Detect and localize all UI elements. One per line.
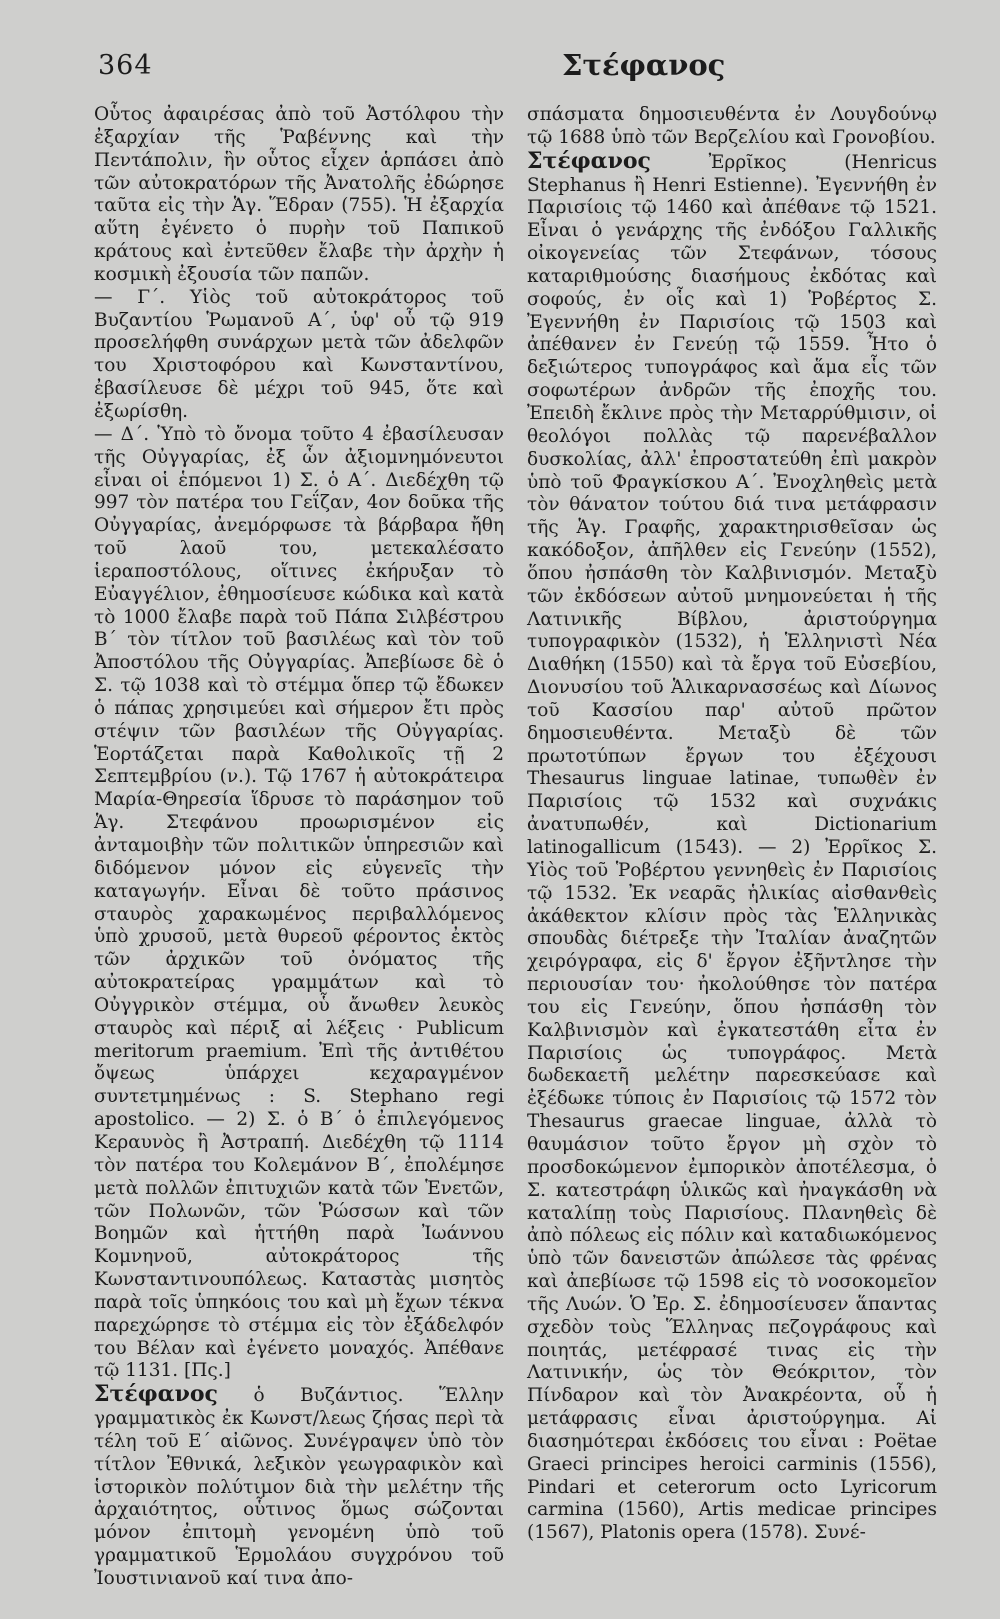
paragraph-continuation: σπάσματα δημοσιευθέντα ἐν Λουγδούνῳ τῷ 1688 ὑπὸ τῶν Βερζελίου καὶ Γρονοβίου. bbox=[527, 104, 937, 148]
paragraph-stephen-iii: — Γ΄. Υἱὸς τοῦ αὐτοκράτορος τοῦ Βυζαντίου Ῥωμανοῦ Α΄, ὑφ' οὗ τῷ 919 προσελήφθη συνάρχων μετὰ τῶν ἀδελφῶν του Χριστοφόρου καὶ Κωνσταντίνου, ἐβασίλευσε δὲ μέχρι τοῦ 945, ὅτε καὶ ἐξωρίσθη. bbox=[94, 286, 504, 422]
entry-lemma: Στέφανος bbox=[94, 1381, 218, 1408]
entry-text: ὁ Βυζάντιος. Ἕλλην γραμματικὸς ἐκ Κωνστ/λεως ζήσας περὶ τὰ τέλη τοῦ Ε΄ αἰῶνος. Συνέγραψεν ὑπὸ τὸν τίτλον Ἐθνικά, λεξικὸν γεωγραφικὸν καὶ ἱστορικὸν πολύτιμον διὰ τὴν μελέτην τῆς ἀρχαιότητος, οὗτινος ὅμως σώζονται μόνον ἐπιτομὴ γενομένη ὑπὸ τοῦ γραμματικοῦ Ἑρμολάου συγχρόνου τοῦ Ἰουστινιανοῦ καί τινα ἀπο- bbox=[94, 1385, 505, 1589]
page-number: 364 bbox=[98, 50, 153, 81]
left-column bbox=[94, 104, 504, 1591]
paragraph-stephen-byzantius bbox=[94, 1383, 504, 1591]
entry-text: Ἐρρῖκος (Henricus Stephanus ἢ Henri Estienne). Ἐγεννήθη ἐν Παρισίοις τῷ 1460 καὶ ἀπέθανε τῷ 1521. Εἶναι ὁ γενάρχης τῆς ἐνδόξου Γαλλικῆς οἰκογενείας τῶν Στεφάνων, τόσους καταριθμούσης διασήμους ἐκδότας καὶ σοφούς, ἐν οἷς καὶ 1) Ῥοβέρτος Σ. Ἐγεννήθη ἐν Παρισίοις τῷ 1503 καὶ ἀπέθανεν ἐν Γενεύῃ τῷ 1559. Ἦτο ὁ δεξιώτερος τυπογράφος καὶ ἅμα εἷς τῶν σοφωτέρων ἀνδρῶν τῆς ἐποχῆς του. Ἐπειδὴ ἔκλινε πρὸς τὴν Μεταρρύθμισιν, οἱ θεολόγοι πολλὰς τῷ παρενέβαλλον δυσκολίας, ἀλλ' ἐπροστατεύθη ἐπὶ μακρὸν ὑπὸ τοῦ Φραγκίσκου Α΄. Ἐνοχληθεὶς μετὰ τὸν θάνατον τούτου διά τινα μετάφρασιν τῆς Ἁγ. Γραφῆς, χαρακτηρισθεῖσαν ὡς κακόδοξον, ἀπῆλθεν εἰς Γενεύην (1552), ὅπου ἠσπάσθη τὸν Καλβινισμόν. Μεταξὺ τῶν ἐκδόσεων αὐτοῦ μνημονεύεται ἡ τῆς Λατινικῆς Βίβλου, ἀριστούργημα τυπογραφικὸν (1532), ἡ Ἑλληνιστὶ Νέα Διαθήκη (1550) καὶ τὰ ἔργα τοῦ Εὐσεβίου, Διονυσίου τοῦ Ἁλικαρνασσέως καὶ Δίωνος τοῦ Κασσίου παρ' αὐτοῦ πρῶτον δημοσιευθέντα. Μεταξὺ δὲ τῶν πρωτοτύπων ἔργων του ἐξέχουσι Thesaurus linguae latinae, τυπωθὲν ἐν Παρισίοις τῷ 1532 καὶ συχνάκις ἀνατυπωθέν, καὶ Dictionarium latinogallicum (1543). — 2) Ἐρρῖκος Σ. Υἱὸς τοῦ Ῥοβέρτου γεννηθεὶς ἐν Παρισίοις τῷ 1532. Ἐκ νεαρᾶς ἡλικίας αἰσθανθεὶς ἀκάθεκτον κλίσιν πρὸς τὰς Ἑλληνικὰς σπουδὰς διέτρεξε τὴν Ἰταλίαν ἀναζητῶν χειρόγραφα, εἰς δ' ἔργον ἐξῆντλησε τὴν περιουσίαν του· ἠκολούθησε τὸν πατέρα του εἰς Γενεύην, ὅπου ἠσπάσθη τὸν Καλβινισμὸν καὶ ἐγκατεστάθη εἶτα ἐν Παρισίοις ὡς τυπογράφος. Μετὰ δωδεκαετῆ μελέτην παρεσκεύασε καὶ ἐξέδωκε τύποις ἐν Παρισίοις τῷ 1572 τὸν Thesaurus graecae linguae, ἀλλὰ τὸ θαυμάσιον τοῦτο ἔργον μὴ σχὸν τὸ προσδοκώμενον ἐμπορικὸν ἀποτέλεσμα, ὁ Σ. κατεστράφη ὑλικῶς καὶ ἠναγκάσθη νὰ καταλίπῃ τοὺς Παρισίους. Πλανηθεὶς δὲ ἀπὸ πόλεως εἰς πόλιν καὶ καταδιωκόμενος ὑπὸ τῶν δανειστῶν ἀπώλεσε τὰς φρένας καὶ ἀπεβίωσε τῷ 1598 εἰς τὸ νοσοκομεῖον τῆς Λυών. Ὁ Ἐρ. Σ. ἐδημοσίευσεν ἅπαντας σχεδὸν τοὺς Ἕλληνας πεζογράφους καὶ ποιητάς, μετέφρασέ τινας εἰς τὴν Λατινικήν, ὡς τὸν Θεόκριτον, τὸν Πίνδαρον καὶ τὸν Ἀνακρέοντα, οὗ ἡ μετάφρασις εἶναι ἀριστούργημα. Αἱ διασημότεραι ἐκδόσεις του εἶναι : Poëtae Graeci principes heroici carminis (1556), Pindari et ceterorum octo Lyricorum carmina (1560), Artis medicae principes (1567), Platonis opera (1578). Συνέ- bbox=[527, 151, 937, 1544]
running-head: Στέφανος bbox=[562, 48, 726, 82]
page-header bbox=[92, 50, 932, 94]
right-column bbox=[527, 104, 937, 1545]
paragraph-stephen-iv: — Δ΄. Ὑπὸ τὸ ὄνομα τοῦτο 4 ἐβασίλευσαν τῆς Οὐγγαρίας, ἐξ ὧν ἀξιομνημόνευτοι εἶναι οἱ ἑπόμενοι 1) Σ. ὁ Α΄. Διεδέχθη τῷ 997 τὸν πατέρα του Γεΐζαν, 4ον δοῦκα τῆς Οὐγγαρίας, ἀνεμόρφωσε τὰ βάρβαρα ἤθη τοῦ λαοῦ του, μετεκαλέσατο ἱεραποστόλους, οἵτινες ἐκήρυξαν τὸ Εὐαγγέλιον, ἐθημοσίευσε κώδικα καὶ κατὰ τὸ 1000 ἔλαβε παρὰ τοῦ Πάπα Σιλβέστρου Β΄ τὸν τίτλον τοῦ βασιλέως καὶ τὸν τοῦ Ἀποστόλου τῆς Οὐγγαρίας. Ἀπεβίωσε δὲ ὁ Σ. τῷ 1038 καὶ τὸ στέμμα ὅπερ τῷ ἔδωκεν ὁ πάπας χρησιμεύει καὶ σήμερον ἔτι πρὸς στέψιν τῶν βασιλέων τῆς Οὐγγαρίας. Ἑορτάζεται παρὰ Καθολικοῖς τῇ 2 Σεπτεμβρίου (ν.). Τῷ 1767 ἡ αὐτοκράτειρα Μαρία-Θηρεσία ἵδρυσε τὸ παράσημον τοῦ Ἁγ. Στεφάνου προωρισμένον εἰς ἀνταμοιβὴν τῶν πολιτικῶν ὑπηρεσιῶν καὶ διδόμενον μόνον εἰς εὐγενεῖς τὴν καταγωγήν. Εἶναι δὲ τοῦτο πράσινος σταυρὸς χαρακωμένος περιβαλλόμενος ὑπὸ χρυσοῦ, μετὰ θυρεοῦ φέροντος ἐκτὸς τῶν ἀρχικῶν τοῦ ὀνόματος τῆς αὐτοκρατείρας γραμμάτων καὶ τὸ Οὐγγρικὸν στέμμα, οὗ ἄνωθεν λευκὸς σταυρὸς καὶ πέριξ αἱ λέξεις · Publicum meritorum praemium. Ἐπὶ τῆς ἀντιθέτου ὄψεως ὑπάρχει κεχαραγμένον συντετμημένως : S. Stephano regi apostolico. — 2) Σ. ὁ Β΄ ὁ ἐπιλεγόμενος Κεραυνὸς ἢ Ἀστραπή. Διεδέχθη τῷ 1114 τὸν πατέρα του Κολεμάνον Β΄, ἐπολέμησε μετὰ πολλῶν ἐπιτυχιῶν κατὰ τῶν Ἑνετῶν, τῶν Πολωνῶν, τῶν Ῥώσσων καὶ τῶν Βοημῶν καὶ ἡττήθη παρὰ Ἰωάννου Κομνηνοῦ, αὐτοκράτορος τῆς Κωνσταντινουπόλεως. Καταστὰς μισητὸς παρὰ τοῖς ὑπηκόοις του καὶ μὴ ἔχων τέκνα παρεχώρησε τὸ στέμμα εἰς τὸν ἐξάδελφόν του Βέλαν καὶ ἐγένετο μοναχός. Ἀπέθανε τῷ 1131. [Πς.] bbox=[94, 423, 504, 1382]
paragraph-estienne bbox=[527, 147, 937, 1545]
paragraph-exarchate: Οὗτος ἀφαιρέσας ἀπὸ τοῦ Ἀστόλφου τὴν ἐξαρχίαν τῆς Ῥαβέννης καὶ τὴν Πεντάπολιν, ἣν οὗτος εἶχεν ἁρπάσει ἀπὸ τῶν αὐτοκρατόρων τῆς Ἀνατολῆς ἐδώρησε ταῦτα εἰς τὴν Ἁγ. Ἕδραν (755). Ἡ ἐξαρχία αὕτη ἐγένετο ὁ πυρὴν τοῦ Παπικοῦ κράτους καὶ ἐντεῦθεν ἔλαβε τὴν ἀρχὴν ἡ κοσμικὴ ἐξουσία τῶν παπῶν. bbox=[94, 104, 504, 285]
entry-lemma: Στέφανος bbox=[527, 147, 651, 174]
